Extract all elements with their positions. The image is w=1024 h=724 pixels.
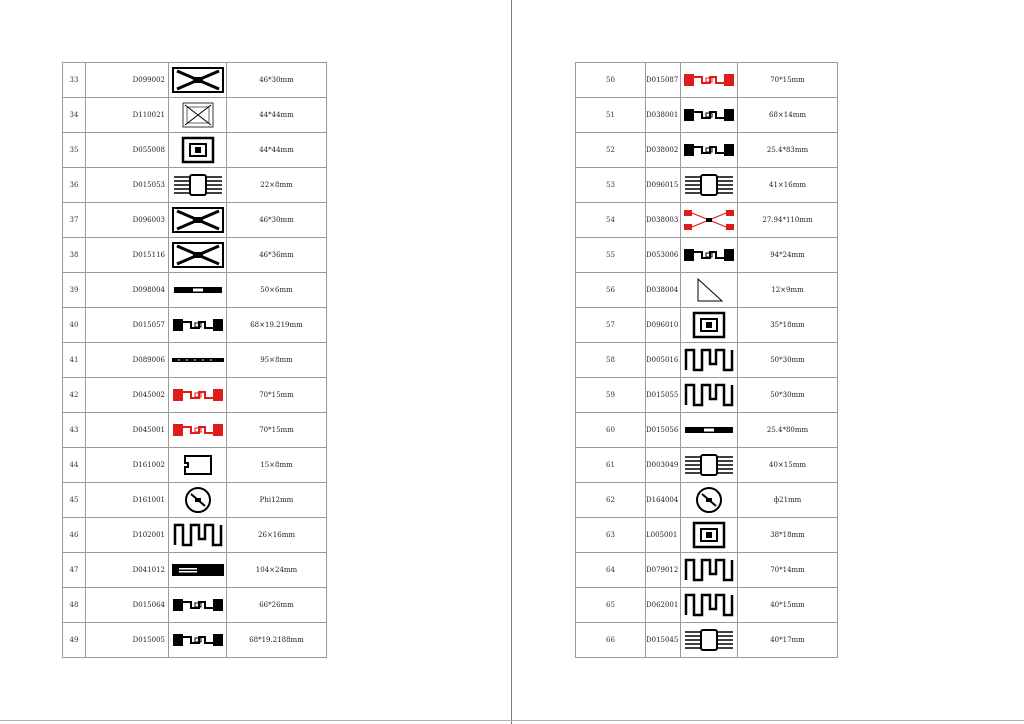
row-number: 40 <box>63 308 86 343</box>
rfid-inlay-icon <box>682 486 736 514</box>
antenna-image-cell <box>681 378 738 413</box>
row-number: 49 <box>63 623 86 658</box>
antenna-image-cell <box>681 623 738 658</box>
rfid-inlay-icon <box>682 381 736 409</box>
part-code: D102001 <box>86 518 169 553</box>
table-row <box>576 588 838 623</box>
antenna-image-cell <box>169 98 227 133</box>
row-number: 48 <box>63 588 86 623</box>
row-number: 45 <box>63 483 86 518</box>
part-code: D038004 <box>646 273 681 308</box>
rfid-inlay-icon <box>682 136 736 164</box>
dimension: 44*44mm <box>227 98 327 133</box>
rfid-inlay-icon <box>171 591 225 619</box>
table-row <box>63 623 327 658</box>
dimension: 38*18mm <box>738 518 838 553</box>
rfid-inlay-icon <box>682 171 736 199</box>
part-code: D015116 <box>86 238 169 273</box>
rfid-inlay-icon <box>171 241 225 269</box>
rfid-inlay-icon <box>171 451 225 479</box>
rfid-inlay-icon <box>682 591 736 619</box>
part-code: D015053 <box>86 168 169 203</box>
dimension: 50×6mm <box>227 273 327 308</box>
part-code: D099002 <box>86 63 169 98</box>
rfid-inlay-icon <box>171 521 225 549</box>
part-code: D041012 <box>86 553 169 588</box>
row-number: 57 <box>576 308 646 343</box>
rfid-inlay-icon <box>171 486 225 514</box>
table-row <box>63 168 327 203</box>
rfid-inlay-icon <box>171 66 225 94</box>
table-row <box>63 413 327 448</box>
table-row <box>576 378 838 413</box>
rfid-inlay-icon <box>682 556 736 584</box>
part-code: D096010 <box>646 308 681 343</box>
dimension: 68*19.2188mm <box>227 623 327 658</box>
row-number: 43 <box>63 413 86 448</box>
antenna-image-cell <box>169 378 227 413</box>
table-row <box>63 308 327 343</box>
table-row <box>63 273 327 308</box>
dimension: 70*14mm <box>738 553 838 588</box>
rfid-inlay-icon <box>682 626 736 654</box>
antenna-image-cell <box>681 238 738 273</box>
antenna-image-cell <box>681 518 738 553</box>
rfid-inlay-icon <box>171 136 225 164</box>
rfid-inlay-icon <box>682 346 736 374</box>
dimension: 104×24mm <box>227 553 327 588</box>
dimension: 46*30mm <box>227 203 327 238</box>
table-row <box>576 413 838 448</box>
row-number: 66 <box>576 623 646 658</box>
antenna-image-cell <box>681 448 738 483</box>
part-code: D015045 <box>646 623 681 658</box>
antenna-image-cell <box>681 553 738 588</box>
rfid-inlay-icon <box>682 276 736 304</box>
table-row <box>63 553 327 588</box>
part-code: D015056 <box>646 413 681 448</box>
rfid-inlay-icon <box>171 171 225 199</box>
antenna-image-cell <box>169 588 227 623</box>
antenna-image-cell <box>169 63 227 98</box>
part-code: D015087 <box>646 63 681 98</box>
row-number: 50 <box>576 63 646 98</box>
part-code: D089006 <box>86 343 169 378</box>
part-code: D110021 <box>86 98 169 133</box>
rfid-inlay-icon <box>171 381 225 409</box>
dimension: 41×16mm <box>738 168 838 203</box>
dimension: 26×16mm <box>227 518 327 553</box>
table-row <box>576 63 838 98</box>
rfid-inlay-icon <box>682 521 736 549</box>
table-row <box>63 343 327 378</box>
page-spine <box>511 0 512 724</box>
row-number: 34 <box>63 98 86 133</box>
dimension: 68×14mm <box>738 98 838 133</box>
antenna-image-cell <box>681 98 738 133</box>
antenna-image-cell <box>169 273 227 308</box>
part-code: D079012 <box>646 553 681 588</box>
row-number: 46 <box>63 518 86 553</box>
table-row <box>576 518 838 553</box>
catalog-table-right <box>575 62 838 658</box>
rfid-inlay-icon <box>682 101 736 129</box>
part-code: D038002 <box>646 133 681 168</box>
part-code: D055008 <box>86 133 169 168</box>
antenna-image-cell <box>681 273 738 308</box>
antenna-image-cell <box>169 308 227 343</box>
part-code: D045001 <box>86 413 169 448</box>
row-number: 62 <box>576 483 646 518</box>
rfid-inlay-icon <box>171 206 225 234</box>
row-number: 39 <box>63 273 86 308</box>
table-row <box>63 63 327 98</box>
antenna-image-cell <box>169 623 227 658</box>
rfid-inlay-icon <box>171 346 225 374</box>
table-row <box>576 273 838 308</box>
part-code: D164004 <box>646 483 681 518</box>
table-row <box>63 483 327 518</box>
catalog-table-left <box>62 62 327 658</box>
rfid-inlay-icon <box>171 626 225 654</box>
antenna-image-cell <box>169 133 227 168</box>
antenna-image-cell <box>169 343 227 378</box>
antenna-image-cell <box>681 63 738 98</box>
part-code: D015064 <box>86 588 169 623</box>
dimension: 70*15mm <box>227 413 327 448</box>
row-number: 33 <box>63 63 86 98</box>
rfid-inlay-icon <box>171 556 225 584</box>
antenna-image-cell <box>681 308 738 343</box>
row-number: 56 <box>576 273 646 308</box>
row-number: 54 <box>576 203 646 238</box>
dimension: 22×8mm <box>227 168 327 203</box>
row-number: 37 <box>63 203 86 238</box>
rfid-inlay-icon <box>171 101 225 129</box>
part-code: D045002 <box>86 378 169 413</box>
part-code: L005001 <box>646 518 681 553</box>
page-bottom-edge <box>0 720 1024 721</box>
dimension: 94*24mm <box>738 238 838 273</box>
rfid-inlay-icon <box>682 66 736 94</box>
table-row <box>576 203 838 238</box>
row-number: 58 <box>576 343 646 378</box>
row-number: 47 <box>63 553 86 588</box>
dimension: 12×9mm <box>738 273 838 308</box>
dimension: 25.4*83mm <box>738 133 838 168</box>
part-code: D005016 <box>646 343 681 378</box>
dimension: 70*15mm <box>227 378 327 413</box>
table-row <box>63 98 327 133</box>
antenna-image-cell <box>681 343 738 378</box>
table-row <box>63 203 327 238</box>
dimension: Phi12mm <box>227 483 327 518</box>
dimension: 70*15mm <box>738 63 838 98</box>
row-number: 35 <box>63 133 86 168</box>
row-number: 44 <box>63 448 86 483</box>
table-row <box>63 518 327 553</box>
table-row <box>576 238 838 273</box>
dimension: 46*30mm <box>227 63 327 98</box>
row-number: 41 <box>63 343 86 378</box>
row-number: 61 <box>576 448 646 483</box>
dimension: 35*18mm <box>738 308 838 343</box>
antenna-image-cell <box>169 448 227 483</box>
table-row <box>63 448 327 483</box>
row-number: 52 <box>576 133 646 168</box>
row-number: 55 <box>576 238 646 273</box>
antenna-image-cell <box>169 553 227 588</box>
part-code: D003049 <box>646 448 681 483</box>
antenna-image-cell <box>169 413 227 448</box>
dimension: 27.94*110mm <box>738 203 838 238</box>
rfid-inlay-icon <box>171 416 225 444</box>
antenna-image-cell <box>681 413 738 448</box>
dimension: 66*26mm <box>227 588 327 623</box>
dimension: 44*44mm <box>227 133 327 168</box>
row-number: 59 <box>576 378 646 413</box>
row-number: 60 <box>576 413 646 448</box>
part-code: D015055 <box>646 378 681 413</box>
dimension: 40*15mm <box>738 588 838 623</box>
part-code: D096015 <box>646 168 681 203</box>
part-code: D053006 <box>646 238 681 273</box>
table-row <box>576 448 838 483</box>
antenna-image-cell <box>681 133 738 168</box>
part-code: D098004 <box>86 273 169 308</box>
part-code: D062001 <box>646 588 681 623</box>
rfid-inlay-icon <box>682 206 736 234</box>
dimension: 40×15mm <box>738 448 838 483</box>
dimension: 25.4*80mm <box>738 413 838 448</box>
antenna-image-cell <box>681 168 738 203</box>
dimension: 15×8mm <box>227 448 327 483</box>
table-row <box>63 133 327 168</box>
antenna-image-cell <box>169 483 227 518</box>
antenna-image-cell <box>169 238 227 273</box>
table-row <box>576 98 838 133</box>
part-code: D015057 <box>86 308 169 343</box>
rfid-inlay-icon <box>682 451 736 479</box>
table-row <box>576 133 838 168</box>
rfid-inlay-icon <box>171 276 225 304</box>
table-row <box>576 168 838 203</box>
dimension: ф21mm <box>738 483 838 518</box>
antenna-image-cell <box>169 518 227 553</box>
row-number: 64 <box>576 553 646 588</box>
table-row <box>576 343 838 378</box>
row-number: 38 <box>63 238 86 273</box>
table-row <box>576 553 838 588</box>
dimension: 50*30mm <box>738 343 838 378</box>
rfid-inlay-icon <box>682 241 736 269</box>
dimension: 95×8mm <box>227 343 327 378</box>
antenna-image-cell <box>681 483 738 518</box>
table-row <box>576 483 838 518</box>
row-number: 65 <box>576 588 646 623</box>
part-code: D161001 <box>86 483 169 518</box>
antenna-image-cell <box>169 168 227 203</box>
rfid-inlay-icon <box>682 311 736 339</box>
dimension: 68×19.219mm <box>227 308 327 343</box>
dimension: 40*17mm <box>738 623 838 658</box>
dimension: 50*30mm <box>738 378 838 413</box>
table-row <box>63 378 327 413</box>
rfid-inlay-icon <box>682 416 736 444</box>
dimension: 46*36mm <box>227 238 327 273</box>
table-row <box>576 623 838 658</box>
antenna-image-cell <box>681 588 738 623</box>
row-number: 51 <box>576 98 646 133</box>
part-code: D015005 <box>86 623 169 658</box>
part-code: D038001 <box>646 98 681 133</box>
table-row <box>576 308 838 343</box>
part-code: D038003 <box>646 203 681 238</box>
row-number: 36 <box>63 168 86 203</box>
table-row <box>63 238 327 273</box>
row-number: 53 <box>576 168 646 203</box>
table-row <box>63 588 327 623</box>
row-number: 63 <box>576 518 646 553</box>
antenna-image-cell <box>681 203 738 238</box>
row-number: 42 <box>63 378 86 413</box>
part-code: D096003 <box>86 203 169 238</box>
rfid-inlay-icon <box>171 311 225 339</box>
antenna-image-cell <box>169 203 227 238</box>
part-code: D161002 <box>86 448 169 483</box>
